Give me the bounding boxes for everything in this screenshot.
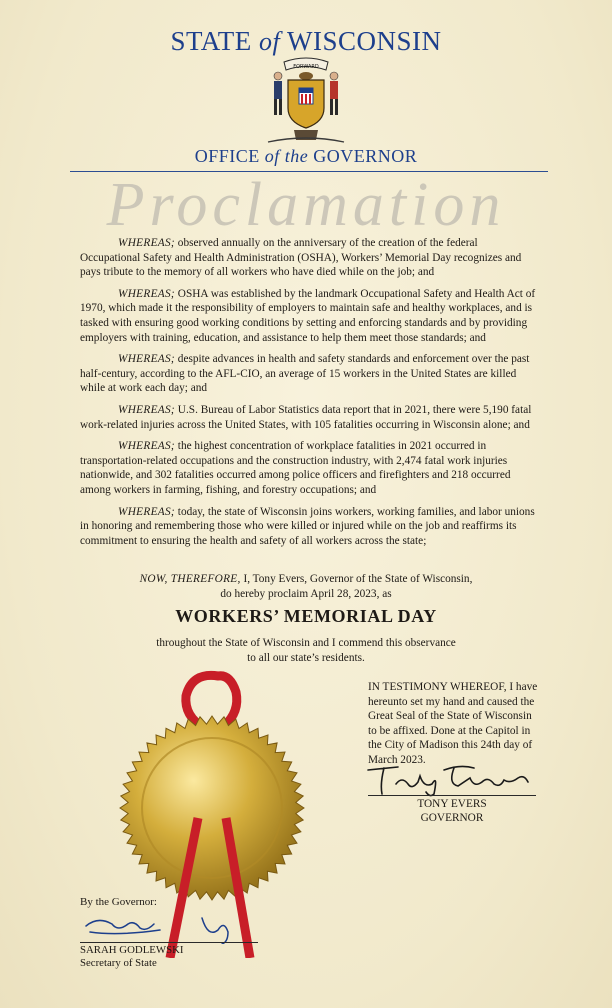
office-title	[0, 146, 612, 167]
whereas-text: today, the state of Wisconsin joins workers, working families, and labor unions in honoring and remembering those who were killed or injured while on the job and reaffirms its commitment to ensuring the health and safety of all workers across the state;	[80, 505, 535, 547]
governor-name: TONY EVERS	[417, 798, 487, 810]
whereas-text: U.S. Bureau of Labor Statistics data report that in 2021, there were 5,190 fatal work-related injuries across the United States, with 105 fatalities occurring in Wisconsin alone; and	[80, 403, 532, 431]
proclamation-statement	[0, 572, 612, 601]
proclamation-line-1	[0, 572, 612, 587]
by-the-governor-label: By the Governor:	[80, 896, 157, 908]
whereas-text: the highest concentration of workplace fatalities in 2021 occurred in transportation-related occupations and the construction industry, with 2,474 fatal work injuries nationwide, and 302 fatalities occurred among police officers and firefighters and 218 occurred among workers in farming, fishing, and forestry occupations; and	[80, 440, 511, 496]
whereas-lead: WHEREAS;	[118, 505, 175, 518]
proclamation-line-2: do hereby proclaim April 28, 2023, as	[220, 587, 392, 600]
whereas-clause	[80, 236, 536, 280]
secretary-signature-block	[80, 944, 183, 970]
whereas-text: OSHA was established by the landmark Occupational Safety and Health Act of 1970, which made it the responsibility of employers to maintain safe and healthy workplaces, and is tasked with ensuring good working conditions by setting and enforcing standards and by providing employers with training, education, and assistance to help them meet those standards; and	[80, 287, 536, 344]
state-title-of: of	[259, 27, 281, 56]
state-title-prefix: STATE	[170, 26, 252, 56]
secretary-title: Secretary of State	[80, 957, 157, 969]
whereas-clause	[80, 505, 536, 549]
closing-line-2: to all our state’s residents.	[247, 651, 365, 664]
secretary-signature-line	[80, 942, 258, 943]
whereas-lead: WHEREAS;	[118, 353, 175, 366]
wisconsin-coat-of-arms-icon	[246, 54, 366, 146]
closing-line-1: throughout the State of Wisconsin and I commend this observance	[156, 637, 456, 649]
observance-title: WORKERS’ MEMORIAL DAY	[175, 606, 437, 626]
whereas-lead: WHEREAS;	[118, 237, 175, 249]
proclamation-watermark: Proclamation	[106, 171, 506, 239]
state-title	[0, 26, 612, 57]
whereas-clause	[80, 403, 536, 432]
proclamation-line-1-text: I, Tony Evers, Governor of the State of Wisconsin,	[240, 573, 473, 585]
governor-signature-block	[368, 797, 536, 825]
proclamation-closing	[0, 636, 612, 665]
testimony-paragraph: IN TESTIMONY WHEREOF, I have hereunto set my hand and caused the Great Seal of the State of Wisconsin to be affixed. Done at the Capitol in the City of Madison this 24th day of March 2023.	[368, 681, 538, 766]
office-title-of: of the	[264, 146, 309, 166]
secretary-name: SARAH GODLEWSKI	[80, 944, 184, 956]
office-title-prefix: OFFICE	[194, 146, 260, 166]
state-title-name: WISCONSIN	[287, 26, 442, 56]
governor-signature-line	[368, 795, 536, 796]
whereas-clause	[80, 439, 536, 497]
whereas-lead: WHEREAS;	[118, 287, 175, 300]
secretary-signature-icon	[78, 902, 268, 944]
therefore-lead: NOW, THEREFORE,	[139, 573, 241, 585]
governor-title: GOVERNOR	[420, 812, 484, 824]
whereas-clauses	[80, 236, 536, 555]
crest-motto: FORWARD	[293, 64, 319, 70]
governor-signature-icon	[362, 754, 542, 798]
whereas-text: despite advances in health and safety standards and enforcement over the past half-century, according to the AFL-CIO, an average of 15 workers in the United States are killed while at work each day; and	[80, 353, 530, 395]
whereas-clause	[80, 287, 536, 345]
office-title-name: GOVERNOR	[313, 146, 418, 166]
whereas-text: observed annually on the anniversary of the creation of the federal Occupational Safety and Health Administration (OSHA), Workers’ Memorial Day recognizes and pays tribute to the memory of all workers who have died while on the job; and	[80, 237, 522, 279]
whereas-lead: WHEREAS;	[118, 440, 175, 453]
whereas-clause	[80, 352, 536, 396]
whereas-lead: WHEREAS;	[118, 403, 175, 416]
